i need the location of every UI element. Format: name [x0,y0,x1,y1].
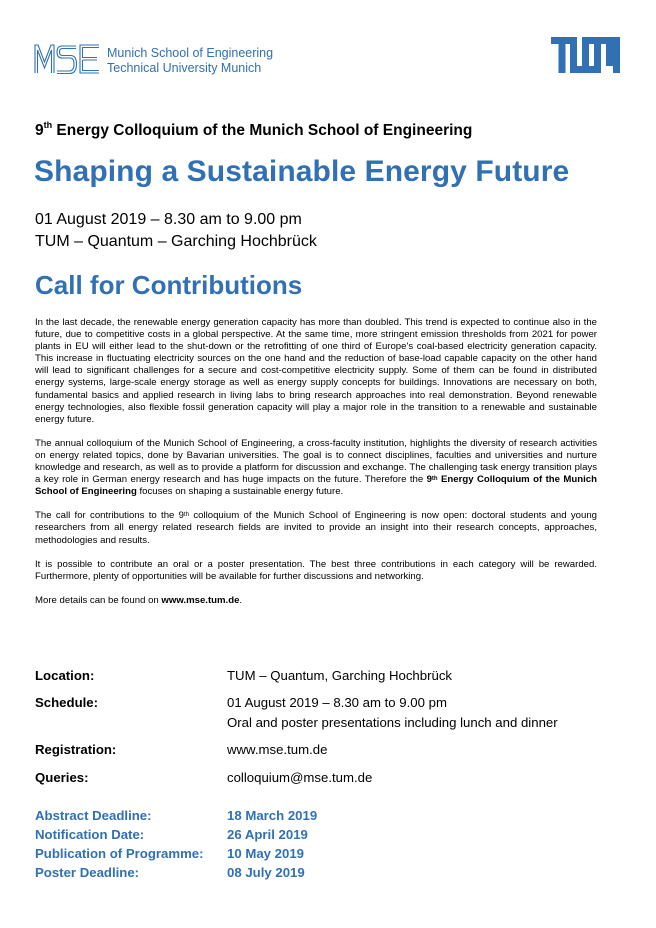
paragraph-contribution: It is possible to contribute an oral or a poster presentation. The best three contributions in each category will be rewarded. Furthermore, plenty of opportunities will be available for further discussions and networking. [35,558,597,582]
location-label: Location: [35,668,95,683]
date-label: Poster Deadline: [35,865,140,880]
date-value: 10 May 2019 [227,846,304,861]
date-value: 26 April 2019 [227,827,308,842]
date-value: 08 July 2019 [227,865,305,880]
section-title: Call for Contributions [35,270,303,300]
paragraph-call [35,510,597,546]
p5-text-b: . [239,594,243,606]
paragraph-intro: In the last decade, the renewable energy generation capacity has more than doubled. This trend is expected to continue also in the future, due to competitive costs in a global perspective. At the same time, more stringent emission thresholds from 2021 for power plants in EU will either lead to the shut-down or the retrofitting of one third of Europe's coal-based electricity generation capacity. This increase in fluctuating electricity sources on the one hand and the reduction of base-load capable capacity on the other hand will lead to significant challenges for a secure and cost-competitive electricity supply. Some of them can be found in distributed energy systems, large-scale energy storage as well as energy supply concepts for buildings. Innovations are necessary on both, fundamental basics and applied research in living labs to bring research approaches into real demonstration. Beyond renewable energy technologies, also flexible fossil generation capacity will play a major role in the transition to a renewable and sustainable energy future. [35,317,597,425]
paragraph-details [35,595,597,607]
date-value: 18 March 2019 [227,808,318,823]
schedule-value-1: 01 August 2019 – 8.30 am to 9.00 pm [227,695,447,710]
kicker-number: 9 [35,122,44,139]
location-value: TUM – Quantum, Garching Hochbrück [227,668,453,683]
date-label: Abstract Deadline: [35,808,152,823]
schedule-label: Schedule: [35,695,99,710]
queries-label: Queries: [35,770,89,785]
paragraph-colloquium [35,438,597,498]
kicker-ordinal: th [43,120,53,130]
date-label: Notification Date: [35,827,145,842]
institution-line-2: Technical University Munich [107,60,262,75]
schedule-value-2: Oral and poster presentations including lunch and dinner [227,715,558,730]
mse-logo [34,44,100,74]
queries-email-link[interactable]: colloquium@mse.tum.de [227,770,373,785]
p2-bold-number: 9 [426,474,432,486]
p3-text-a: The call for contributions to the 9 [35,510,185,522]
colloquium-heading [35,122,472,140]
p2-text-a: The annual colloquium of the Munich School of Engineering, a cross-faculty institution, highlights the diversity of research activities on energy related topics, done by Bavarian universities. The goal is to connect disciplines, faculties and universities and nurture knowledge and research, as well as to provide a platform for discussion and exchange. The challenging task energy transition plays a key role in German energy research and has huge impacts on the future. Therefore the [35,437,597,486]
details-link[interactable]: www.mse.tum.de [161,594,240,606]
p2-text-b: focuses on shaping a sustainable energy future. [136,486,344,498]
page-title: Shaping a Sustainable Energy Future [34,155,570,188]
p5-text-a: More details can be found on [35,594,162,606]
institution-line-1: Munich School of Engineering [107,46,274,60]
institution-name [107,46,273,75]
date-label: Publication of Programme: [35,846,204,861]
p2-bold-ordinal: th [431,476,438,483]
event-venue: TUM – Quantum – Garching Hochbrück [35,233,317,250]
p3-text-b: colloquium of the Munich School of Engineering is now open: doctoral students and young researchers from all energy related research fields are invited to provide an insight into their research concepts, approaches, methodologies and results. [35,510,598,546]
p2-bold-rest: Energy Colloquium of the Munich School of Engineering [35,474,597,498]
p3-ordinal: th [184,512,190,519]
tum-logo [551,37,620,73]
event-date-time: 01 August 2019 – 8.30 am to 9.00 pm [35,211,302,228]
registration-link[interactable]: www.mse.tum.de [227,742,328,757]
kicker-rest: Energy Colloquium of the Munich School of Engineering [52,122,473,139]
body-text [35,317,597,619]
registration-label: Registration: [35,742,117,757]
